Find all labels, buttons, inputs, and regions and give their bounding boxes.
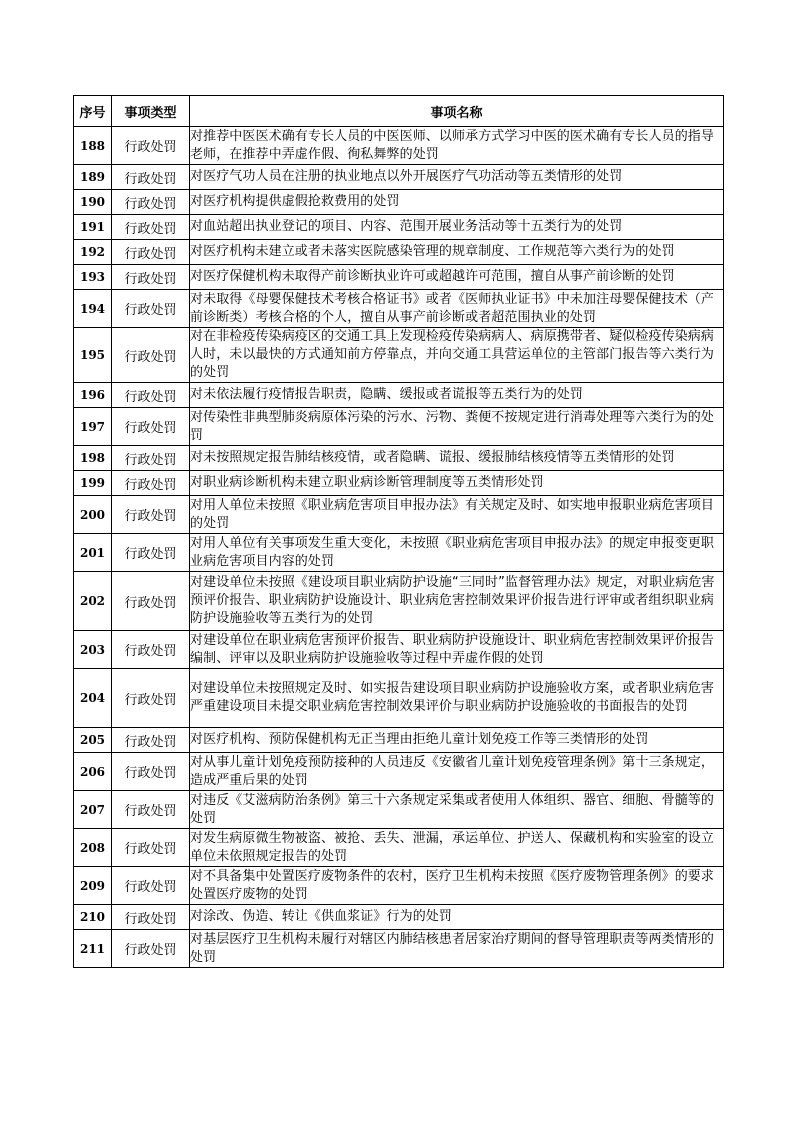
row-matter-name: 对发生病原微生物被盗、被抢、丢失、泄漏，承运单位、护送人、保藏机构和实验室的设立单位未依照规定报告的处罚	[190, 829, 724, 867]
row-serial-number: 196	[74, 383, 112, 408]
row-matter-name: 对建设单位未按照《建设项目职业病防护设施“三同时”监督管理办法》规定，对职业病危害预评价报告、职业病防护设施设计、职业病危害控制效果评价报告进行评审或者组织职业病防护设施验收等五类行为的处罚	[190, 572, 724, 631]
row-matter-type: 行政处罚	[112, 631, 190, 669]
row-serial-number: 188	[74, 127, 112, 165]
row-matter-type: 行政处罚	[112, 165, 190, 190]
row-matter-type: 行政处罚	[112, 471, 190, 496]
row-matter-name: 对违反《艾滋病防治条例》第三十六条规定采集或者使用人体组织、器官、细胞、骨髓等的处罚	[190, 791, 724, 829]
row-serial-number: 209	[74, 867, 112, 905]
table-row	[74, 190, 724, 215]
row-matter-name: 对未取得《母婴保健技术考核合格证书》或者《医师执业证书》中未加注母婴保健技术（产前诊断类）考核合格的个人，擅自从事产前诊断或者超范围执业的处罚	[190, 290, 724, 328]
row-matter-type: 行政处罚	[112, 496, 190, 534]
row-matter-name: 对传染性非典型肺炎病原体污染的污水、污物、粪便不按规定进行消毒处理等六类行为的处罚	[190, 408, 724, 446]
row-serial-number: 200	[74, 496, 112, 534]
row-matter-type: 行政处罚	[112, 753, 190, 791]
row-matter-type: 行政处罚	[112, 867, 190, 905]
row-matter-name: 对建设单位在职业病危害预评价报告、职业病防护设施设计、职业病危害控制效果评价报告编制、评审以及职业病防护设施验收等过程中弄虚作假的处罚	[190, 631, 724, 669]
row-matter-name: 对未依法履行疫情报告职责，隐瞒、缓报或者谎报等五类行为的处罚	[190, 383, 724, 408]
row-matter-type: 行政处罚	[112, 240, 190, 265]
row-matter-name: 对涂改、伪造、转让《供血浆证》行为的处罚	[190, 905, 724, 930]
table-row	[74, 728, 724, 753]
table-row	[74, 867, 724, 905]
row-matter-type: 行政处罚	[112, 572, 190, 631]
row-serial-number: 202	[74, 572, 112, 631]
header-matter-type: 事项类型	[112, 96, 190, 127]
row-matter-name: 对建设单位未按照规定及时、如实报告建设项目职业病防护设施验收方案，或者职业病危害严重建设项目未提交职业病危害控制效果评价与职业病防护设施验收的书面报告的处罚	[190, 669, 724, 728]
table-row	[74, 165, 724, 190]
row-matter-type: 行政处罚	[112, 127, 190, 165]
row-serial-number: 199	[74, 471, 112, 496]
table-row	[74, 791, 724, 829]
row-matter-name: 对医疗机构未建立或者未落实医院感染管理的规章制度、工作规范等六类行为的处罚	[190, 240, 724, 265]
table-row	[74, 383, 724, 408]
header-matter-name: 事项名称	[190, 96, 724, 127]
table-row	[74, 572, 724, 631]
row-serial-number: 201	[74, 534, 112, 572]
row-serial-number: 210	[74, 905, 112, 930]
table-row	[74, 534, 724, 572]
row-matter-type: 行政处罚	[112, 728, 190, 753]
row-matter-type: 行政处罚	[112, 905, 190, 930]
table-row	[74, 265, 724, 290]
row-matter-type: 行政处罚	[112, 383, 190, 408]
matters-table	[73, 95, 724, 968]
row-matter-name: 对医疗机构、预防保健机构无正当理由拒绝儿童计划免疫工作等三类情形的处罚	[190, 728, 724, 753]
table-row	[74, 930, 724, 968]
row-matter-name: 对医疗气功人员在注册的执业地点以外开展医疗气功活动等五类情形的处罚	[190, 165, 724, 190]
table-row	[74, 905, 724, 930]
row-serial-number: 192	[74, 240, 112, 265]
row-matter-type: 行政处罚	[112, 446, 190, 471]
row-matter-type: 行政处罚	[112, 534, 190, 572]
row-matter-type: 行政处罚	[112, 829, 190, 867]
row-serial-number: 207	[74, 791, 112, 829]
row-matter-name: 对血站超出执业登记的项目、内容、范围开展业务活动等十五类行为的处罚	[190, 215, 724, 240]
table-row	[74, 127, 724, 165]
row-matter-type: 行政处罚	[112, 408, 190, 446]
table-row	[74, 215, 724, 240]
row-serial-number: 211	[74, 930, 112, 968]
row-serial-number: 198	[74, 446, 112, 471]
row-serial-number: 193	[74, 265, 112, 290]
table-row	[74, 408, 724, 446]
table-row	[74, 290, 724, 328]
table-row	[74, 669, 724, 728]
row-matter-name: 对医疗机构提供虚假抢救费用的处罚	[190, 190, 724, 215]
row-matter-name: 对用人单位未按照《职业病危害项目申报办法》有关规定及时、如实地申报职业病危害项目的处罚	[190, 496, 724, 534]
row-matter-type: 行政处罚	[112, 190, 190, 215]
table-row	[74, 631, 724, 669]
row-matter-name: 对从事儿童计划免疫预防接种的人员违反《安徽省儿童计划免疫管理条例》第十三条规定，造成严重后果的处罚	[190, 753, 724, 791]
row-matter-name: 对不具备集中处置医疗废物条件的农村，医疗卫生机构未按照《医疗废物管理条例》的要求处置医疗废物的处罚	[190, 867, 724, 905]
row-matter-name: 对医疗保健机构未取得产前诊断执业许可或超越许可范围，擅自从事产前诊断的处罚	[190, 265, 724, 290]
row-serial-number: 203	[74, 631, 112, 669]
row-matter-type: 行政处罚	[112, 290, 190, 328]
row-serial-number: 204	[74, 669, 112, 728]
row-serial-number: 206	[74, 753, 112, 791]
table-row	[74, 471, 724, 496]
row-matter-name: 对在非检疫传染病疫区的交通工具上发现检疫传染病病人、病原携带者、疑似检疫传染病病人时，未以最快的方式通知前方停靠点，并向交通工具营运单位的主管部门报告等六类行为的处罚	[190, 328, 724, 383]
row-matter-type: 行政处罚	[112, 930, 190, 968]
row-matter-name: 对未按照规定报告肺结核疫情，或者隐瞒、谎报、缓报肺结核疫情等五类情形的处罚	[190, 446, 724, 471]
row-matter-type: 行政处罚	[112, 791, 190, 829]
row-matter-name: 对推荐中医医术确有专长人员的中医医师、以师承方式学习中医的医术确有专长人员的指导老师，在推荐中弄虚作假、徇私舞弊的处罚	[190, 127, 724, 165]
row-matter-type: 行政处罚	[112, 265, 190, 290]
row-serial-number: 189	[74, 165, 112, 190]
table-row	[74, 446, 724, 471]
row-serial-number: 197	[74, 408, 112, 446]
row-serial-number: 195	[74, 328, 112, 383]
row-matter-name: 对用人单位有关事项发生重大变化，未按照《职业病危害项目申报办法》的规定申报变更职业病危害项目内容的处罚	[190, 534, 724, 572]
table-row	[74, 753, 724, 791]
row-serial-number: 194	[74, 290, 112, 328]
row-serial-number: 191	[74, 215, 112, 240]
table-row	[74, 328, 724, 383]
row-matter-type: 行政处罚	[112, 328, 190, 383]
row-matter-type: 行政处罚	[112, 215, 190, 240]
row-matter-type: 行政处罚	[112, 669, 190, 728]
table-row	[74, 496, 724, 534]
table-row	[74, 240, 724, 265]
row-matter-name: 对职业病诊断机构未建立职业病诊断管理制度等五类情形处罚	[190, 471, 724, 496]
row-serial-number: 205	[74, 728, 112, 753]
row-matter-name: 对基层医疗卫生机构未履行对辖区内肺结核患者居家治疗期间的督导管理职责等两类情形的处罚	[190, 930, 724, 968]
table-row	[74, 829, 724, 867]
header-serial-number: 序号	[74, 96, 112, 127]
row-serial-number: 208	[74, 829, 112, 867]
table-header-row	[74, 96, 724, 127]
row-serial-number: 190	[74, 190, 112, 215]
